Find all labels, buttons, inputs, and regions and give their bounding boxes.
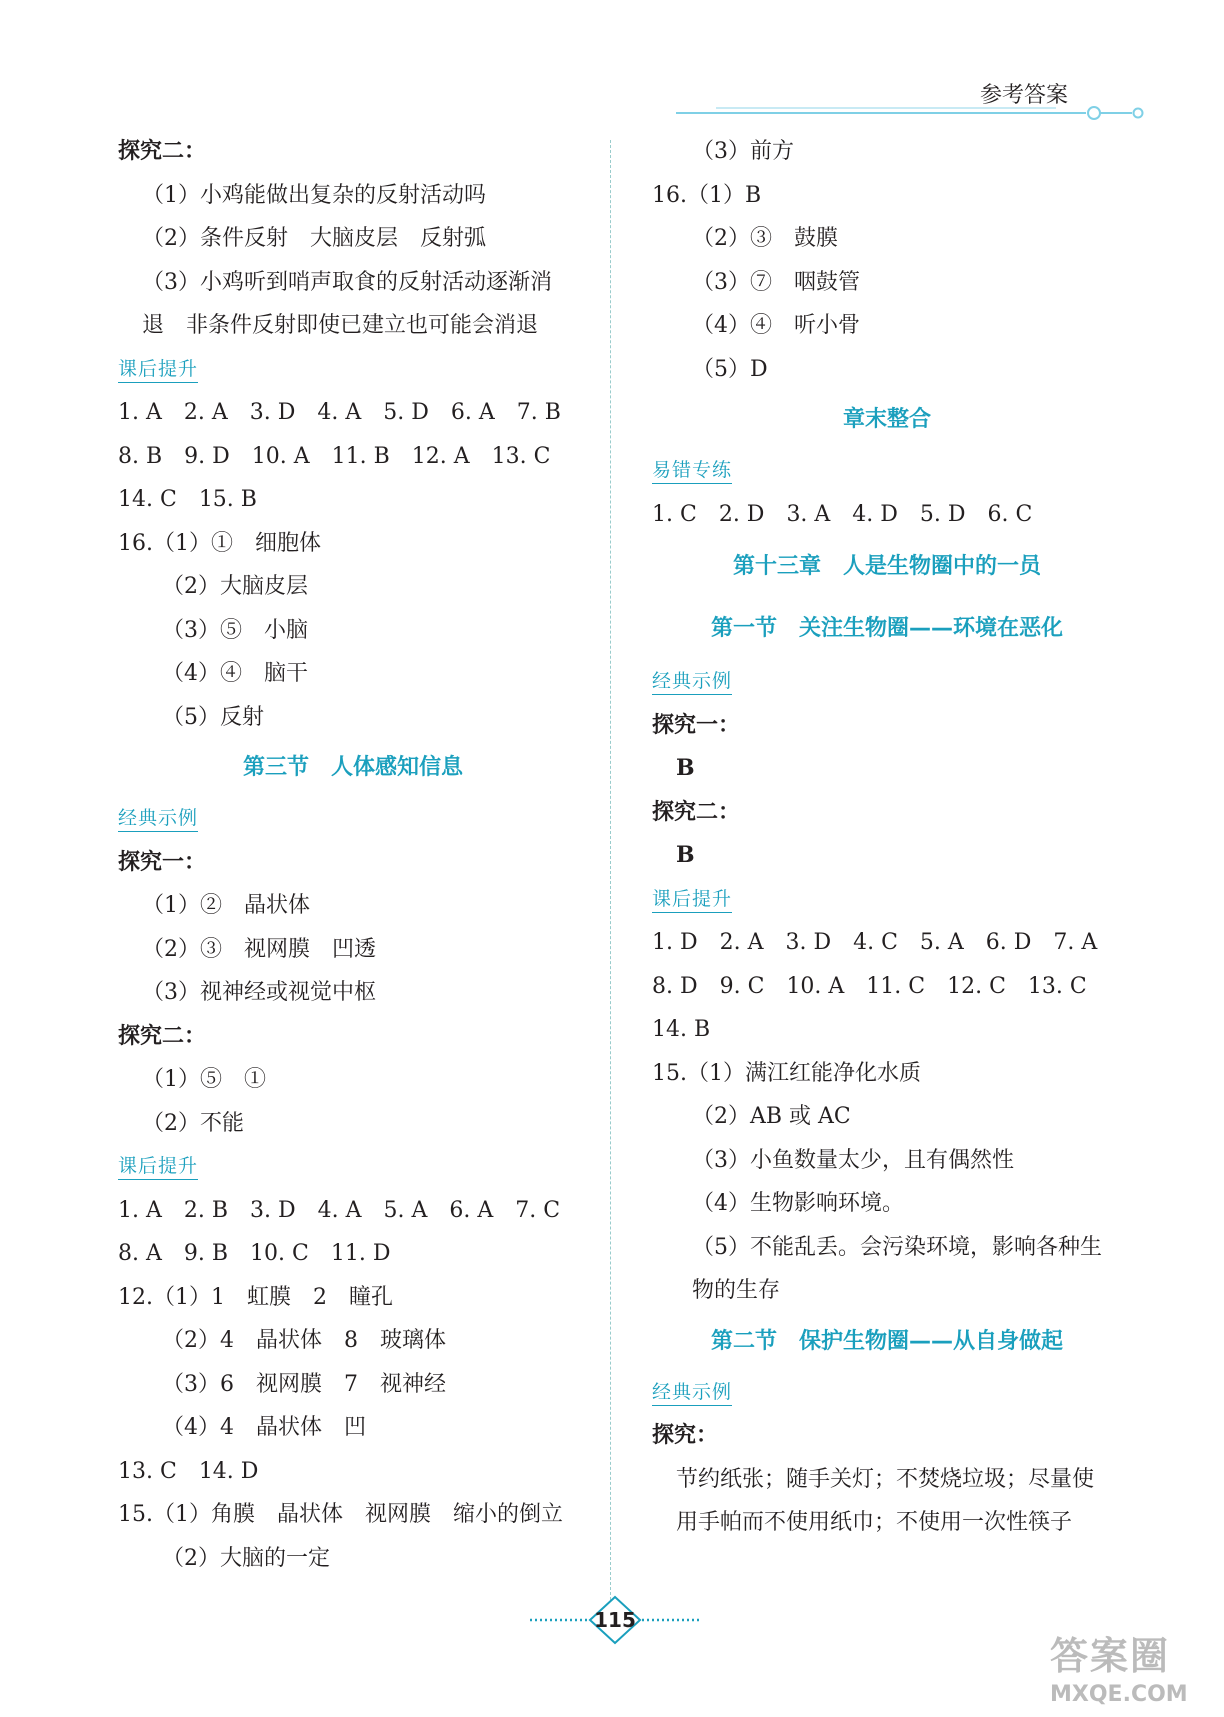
answer-line: （1）② 晶状体: [142, 893, 310, 918]
section-tag: [118, 348, 588, 392]
answer-line: 物的生存: [692, 1278, 781, 1303]
section-tag: [652, 1371, 1122, 1415]
answer-line: （2）③ 鼓膜: [692, 226, 838, 251]
answer-line: 16.（1）B: [652, 182, 762, 208]
answer-line: 节约纸张；随手关灯；不焚烧垃圾；尽量使: [676, 1466, 1095, 1492]
section-tag-label: 课后提升: [652, 888, 732, 913]
answer-line: 8. A 9. B 10. C 11. D: [118, 1241, 391, 1266]
answer-line: （2）条件反射 大脑皮层 反射弧: [142, 226, 486, 251]
answer-line: 12.（1）1 虹膜 2 瞳孔: [118, 1284, 393, 1310]
section-tag-label: 课后提升: [118, 1155, 198, 1180]
answer-line: （3）6 视网膜 7 视神经: [162, 1371, 446, 1397]
section-tag: [118, 1145, 588, 1189]
page-number: 115: [594, 1608, 636, 1632]
section-heading: 第二节 保护生物圈——从自身做起: [710, 1328, 1063, 1354]
answer-line: 15.（1）满江红能净化水质: [652, 1060, 921, 1086]
column-divider: [610, 140, 611, 1600]
answer-line: 1. D 2. A 3. D 4. C 5. A 6. D 7. A: [652, 930, 1098, 955]
question-label: 探究二：: [652, 798, 741, 825]
answer-line: 1. A 2. B 3. D 4. A 5. A 6. A 7. C: [118, 1197, 561, 1223]
section-tag: [652, 878, 1122, 922]
answer-line: （2）大脑皮层: [162, 574, 308, 599]
section-tag: [118, 797, 588, 841]
section-tag: [652, 660, 1122, 704]
answer-line: （2）AB 或 AC: [692, 1104, 851, 1129]
section-tag-label: 经典示例: [652, 670, 732, 695]
answer-line: （1）⑤ ①: [142, 1067, 266, 1092]
answer-line: 16.（1）① 细胞体: [118, 530, 321, 556]
answer-line: （3）⑤ 小脑: [162, 617, 308, 643]
answer-line: （5）D: [692, 356, 768, 382]
answer-line: （3）视神经或视觉中枢: [142, 980, 376, 1005]
section-tag-label: 经典示例: [118, 807, 198, 832]
answer-line: （3）小鸡听到哨声取食的反射活动逐渐消: [142, 269, 552, 295]
answer-line: （2）大脑的一定: [162, 1545, 330, 1571]
answer-line: （4）4 晶状体 凹: [162, 1415, 366, 1440]
answer-line: B: [676, 842, 695, 868]
left-column: [118, 130, 588, 1580]
answer-line: 1. A 2. A 3. D 4. A 5. D 6. A 7. B: [118, 400, 561, 425]
section-tag-label: 课后提升: [118, 358, 198, 383]
section-tag: [652, 449, 1122, 493]
answer-line: （5）反射: [162, 704, 264, 730]
answer-line: 1. C 2. D 3. A 4. D 5. D 6. C: [652, 501, 1033, 527]
section-heading: 第一节 关注生物圈——环境在恶化: [710, 616, 1063, 641]
section-heading: 第十三章 人是生物圈中的一员: [732, 554, 1041, 579]
watermark-line2: MXQE.COM: [1050, 1682, 1188, 1707]
answer-line: （4）生物影响环境。: [692, 1191, 904, 1216]
answer-line: 13. C 14. D: [118, 1458, 259, 1484]
answer-line: （1）小鸡能做出复杂的反射活动吗: [142, 182, 486, 208]
question-label: 探究二：: [118, 138, 207, 164]
section-tag-label: 经典示例: [652, 1381, 732, 1406]
section-heading: 章末整合: [842, 407, 931, 432]
answer-line: （2）不能: [142, 1110, 244, 1136]
watermark-logo: [1050, 1625, 1224, 1717]
answer-line: （2）4 晶状体 8 玻璃体: [162, 1328, 446, 1353]
answer-line: 14. B: [652, 1017, 711, 1042]
answer-line: 15.（1）角膜 晶状体 视网膜 缩小的倒立: [118, 1502, 563, 1527]
answer-line: （3）小鱼数量太少，且有偶然性: [692, 1147, 1014, 1173]
answer-line: 退 非条件反射即使已建立也可能会消退: [142, 313, 539, 338]
question-label: 探究一：: [118, 848, 207, 875]
question-label: 探究：: [652, 1422, 719, 1448]
section-heading: 第三节 人体感知信息: [242, 755, 463, 780]
question-label: 探究二：: [118, 1022, 207, 1049]
answer-line: （4）④ 脑干: [162, 661, 308, 686]
header-title: 参考答案: [980, 83, 1069, 108]
answer-line: 14. C 15. B: [118, 487, 257, 512]
answer-line: （5）不能乱丢。会污染环境，影响各种生: [692, 1234, 1102, 1260]
answer-line: （2）③ 视网膜 凹透: [142, 936, 376, 962]
answer-line: 用手帕而不使用纸巾；不使用一次性筷子: [676, 1510, 1073, 1535]
answer-line: 8. B 9. D 10. A 11. B 12. A 13. C: [118, 443, 551, 469]
answer-line: （3）⑦ 咽鼓管: [692, 269, 860, 295]
question-label: 探究一：: [652, 711, 741, 738]
answer-line: B: [676, 755, 695, 781]
section-tag-label: 易错专练: [652, 459, 732, 484]
answer-line: （4）④ 听小骨: [692, 313, 860, 338]
answer-line: 8. D 9. C 10. A 11. C 12. C 13. C: [652, 973, 1087, 999]
watermark-line1: 答案圈: [1050, 1634, 1171, 1678]
answer-line: （3）前方: [692, 139, 794, 164]
header-rule: [676, 102, 1146, 124]
right-column: [652, 130, 1122, 1545]
